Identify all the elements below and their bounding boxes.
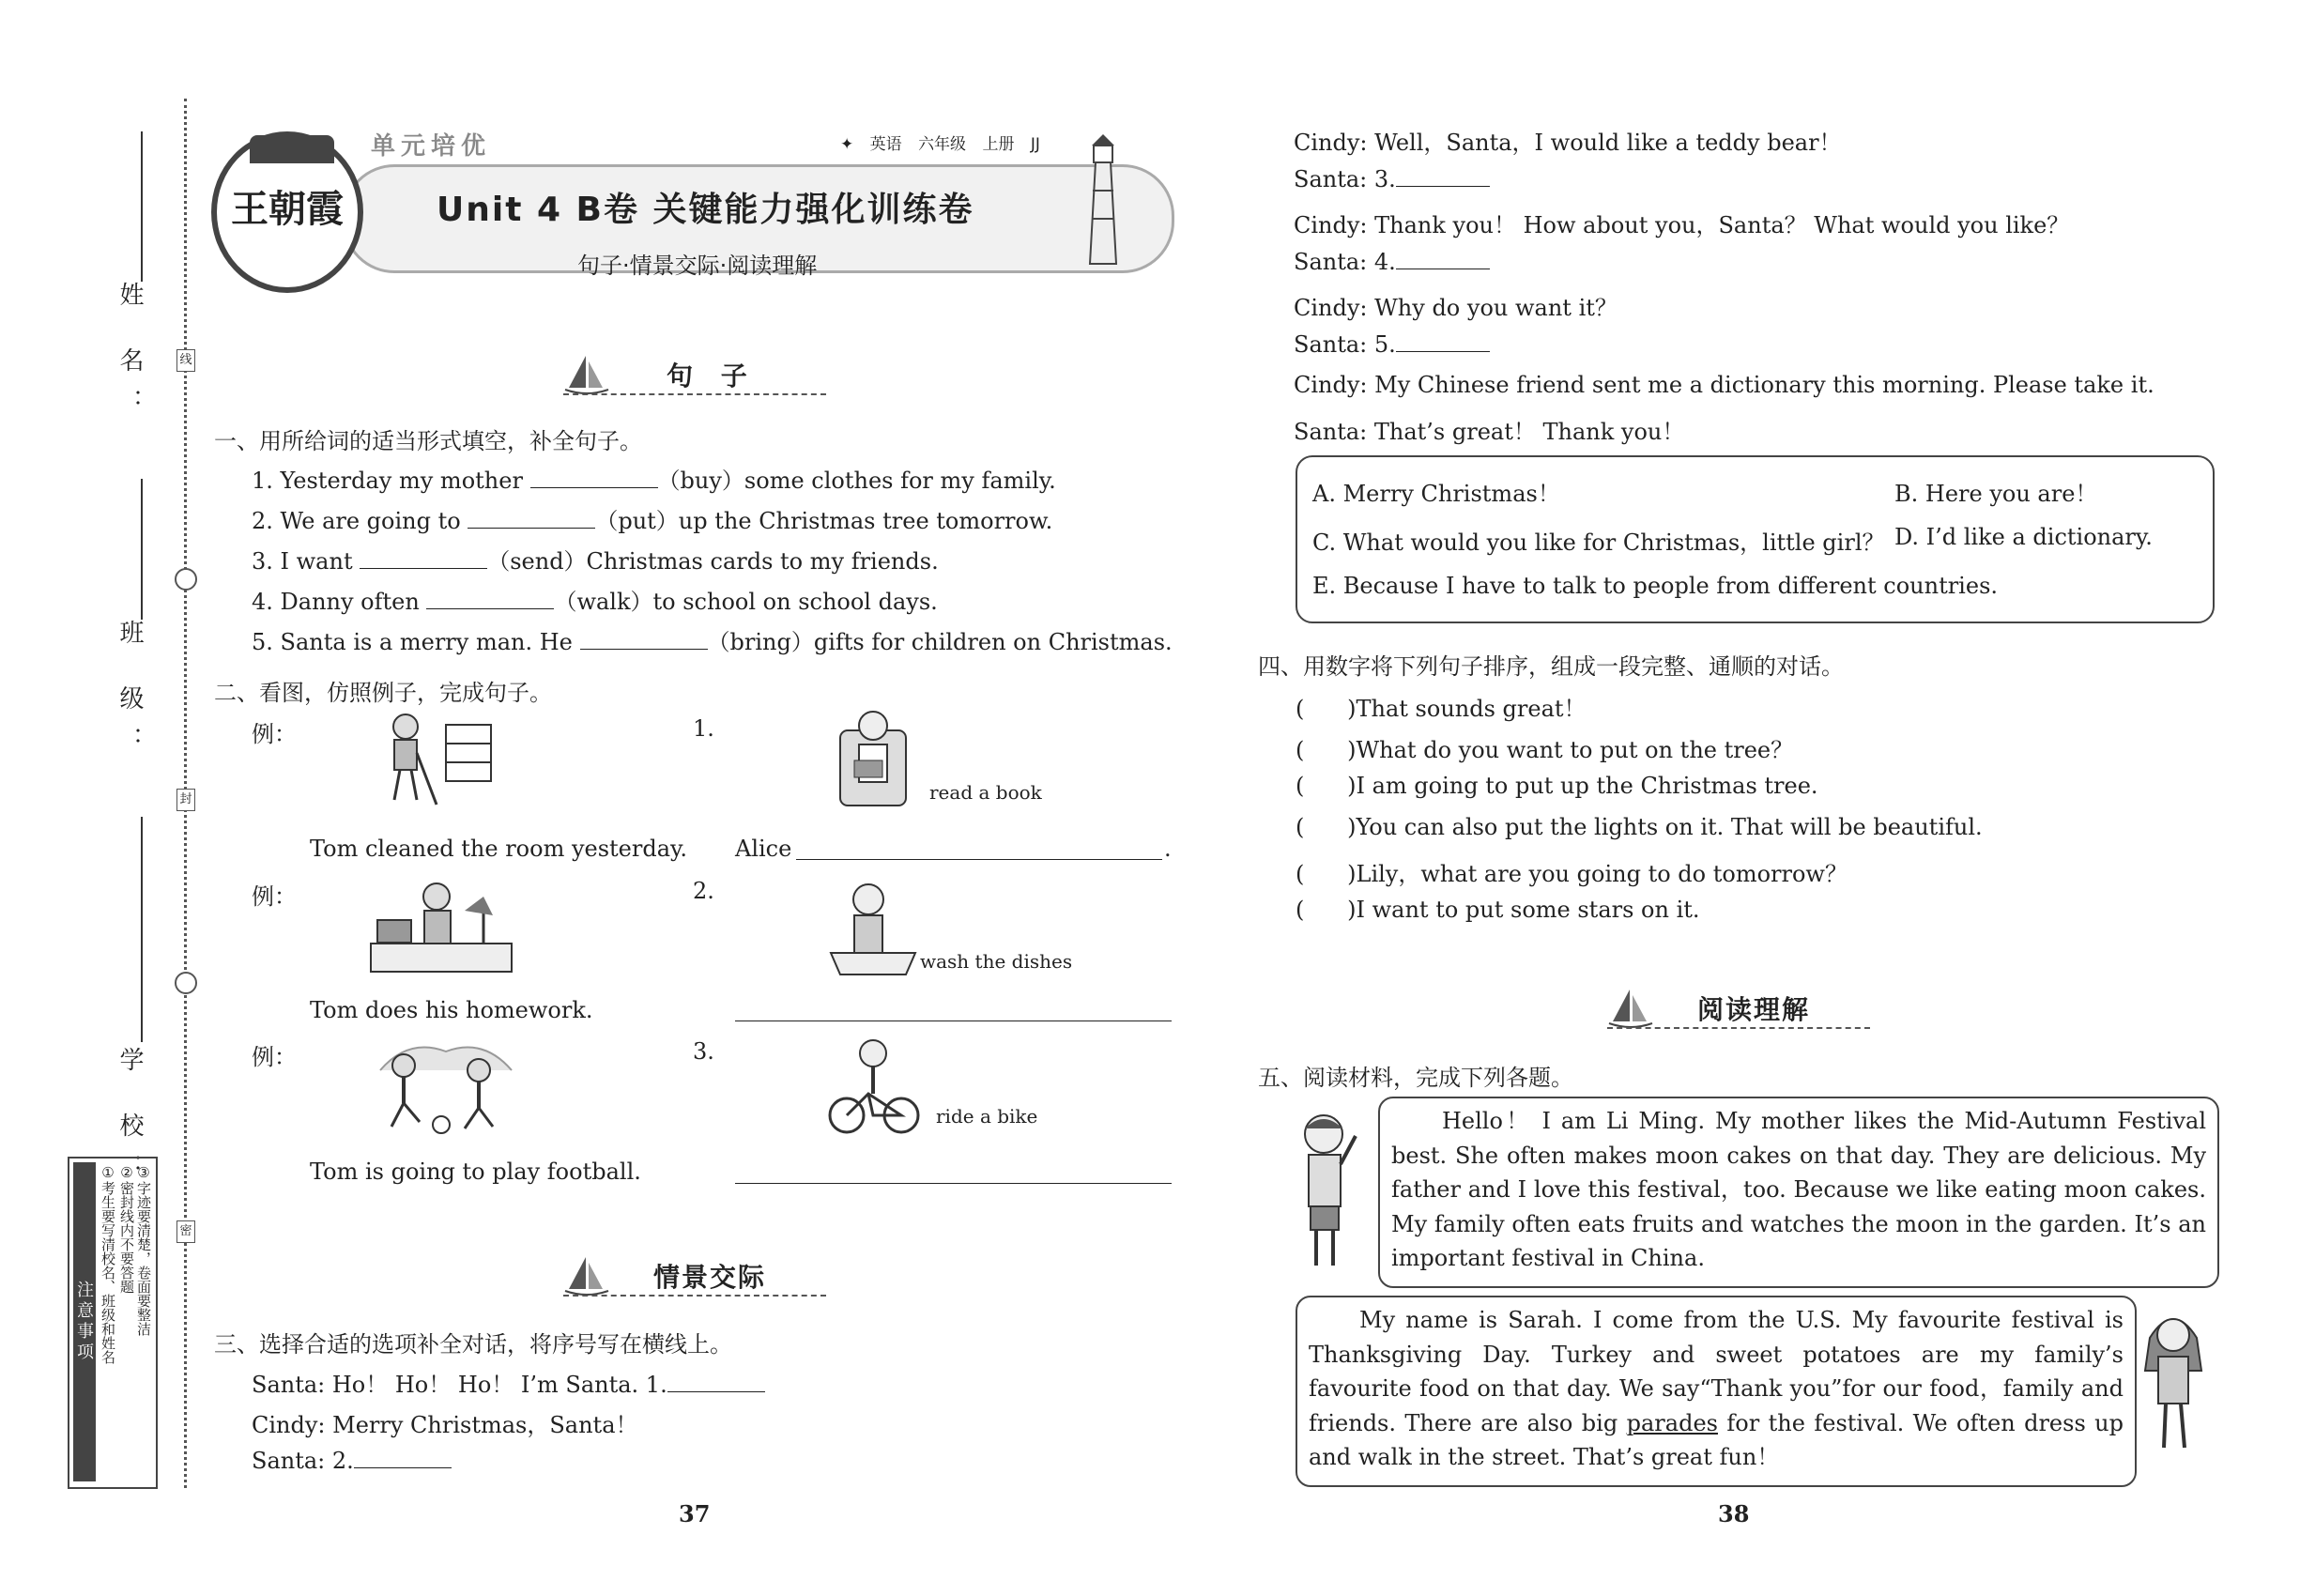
binding-hole — [175, 568, 197, 591]
section-heading-reading — [1607, 986, 1870, 1033]
example-label: 例： — [252, 1044, 297, 1070]
cut-mark: 线 — [176, 349, 195, 372]
answer-blank[interactable] — [426, 588, 554, 609]
order-text: What do you want to put on the tree？ — [1356, 737, 1794, 763]
task-number: 3. — [693, 1038, 714, 1065]
school-line — [141, 817, 143, 1042]
option-item: C. What would you like for Christmas，little girl？ — [1312, 529, 1885, 556]
dialogue-line: Cindy: Merry Christmas，Santa！ — [252, 1412, 638, 1438]
item-text: （buy）some clothes for my family. — [657, 468, 1056, 494]
sailboat-icon — [563, 1253, 610, 1298]
order-item — [1296, 773, 1818, 799]
order-bracket[interactable]: ( ) — [1296, 696, 1357, 722]
answer-blank[interactable] — [530, 467, 658, 488]
item-text: 5. Santa is a merry man. He — [252, 629, 580, 655]
item-text: 2. We are going to — [252, 508, 468, 534]
option-item: D. I’d like a dictionary. — [1894, 524, 2153, 550]
part2-instruction: 二、看图，仿照例子，完成句子。 — [214, 680, 552, 706]
dialogue-line: Cindy: Thank you！ How about you，Santa？ What would you like？ — [1294, 212, 2070, 238]
order-bracket[interactable]: ( ) — [1296, 737, 1357, 763]
meta-star-icon: ✦ — [840, 135, 854, 154]
task-number: 2. — [693, 878, 714, 904]
order-item — [1296, 814, 1983, 840]
page-number-right: 38 — [1718, 1500, 1750, 1527]
answer-blank[interactable] — [667, 1371, 765, 1392]
cut-mark: 封 — [176, 789, 195, 811]
dialogue-line — [252, 1447, 452, 1474]
answer-blank[interactable] — [1396, 330, 1490, 352]
answer-line[interactable] — [735, 1183, 1172, 1184]
passage-text: Hello！ I am Li Ming. My mother likes the Mid-Autumn Festival best. She often makes moon cakes on that day. They are delicious. My father and I love this festival，too. Because we like eating moon cakes. My family often eats fruits and watches the moon in the garden. It’s an important festival in China. — [1391, 1108, 2206, 1271]
lighthouse-icon — [1084, 134, 1122, 266]
dialogue-text: Santa: 5. — [1294, 331, 1396, 358]
page-number-left: 37 — [679, 1500, 711, 1527]
item-text: （bring）gifts for children on Christmas. — [707, 629, 1173, 655]
notice-title: 注意事项 — [73, 1162, 96, 1481]
order-bracket[interactable]: ( ) — [1296, 861, 1357, 887]
page-header — [202, 117, 1178, 286]
order-item — [1296, 897, 1700, 923]
passage-li-ming — [1378, 1097, 2219, 1288]
part1-item — [252, 462, 1056, 495]
item-text: （put）up the Christmas tree tomorrow. — [595, 508, 1053, 534]
option-item: E. Because I have to talk to people from different countries. — [1312, 573, 1999, 599]
order-item — [1296, 855, 1848, 888]
name-label: 姓 名： — [115, 282, 144, 431]
notice-item: ③字迹要清楚，卷面要整洁 — [135, 1164, 152, 1336]
order-text: That sounds great！ — [1356, 696, 1587, 722]
answer-blank[interactable] — [1396, 248, 1490, 269]
dialogue-line — [1294, 330, 1490, 358]
page-subtitle: 句子·情景交际·阅读理解 — [577, 253, 818, 279]
dialogue-line — [1294, 165, 1490, 192]
boy-cleaning-image — [376, 706, 498, 814]
answer-blank[interactable] — [468, 507, 595, 529]
task-caption: read a book — [929, 781, 1042, 804]
answer-blank[interactable] — [1396, 165, 1490, 187]
notice-box — [68, 1157, 158, 1489]
section-title: 阅读理解 — [1697, 994, 1811, 1025]
example-label: 例： — [252, 883, 297, 910]
series-label: 单元培优 — [371, 132, 492, 161]
underlined-word: parades — [1626, 1409, 1718, 1436]
passage-text: My name is Sarah. I come from the U.S. My favourite festival is Thanksgiving Day. Turkey and sweet potatoes are my family’s favourite food on that day. We say“Thank you”for our food，family and friends. There are also big — [1309, 1307, 2124, 1436]
part1-item — [252, 583, 938, 616]
cut-mark: 密 — [176, 1220, 195, 1243]
notice-item: ①考生要写清校名、班级和姓名 — [100, 1164, 116, 1364]
part1-item — [252, 543, 939, 575]
heading-underline — [1607, 1027, 1870, 1029]
answer-line[interactable] — [796, 859, 1162, 860]
part1-item — [252, 502, 1052, 535]
task-number: 1. — [693, 715, 714, 742]
example-sentence: Tom cleaned the room yesterday. — [310, 836, 688, 862]
part1-instruction: 一、用所给词的适当形式填空，补全句子。 — [214, 428, 642, 454]
school-label: 学 校： — [115, 1047, 144, 1196]
example-sentence: Tom is going to play football. — [310, 1159, 641, 1185]
order-text: I want to put some stars on it. — [1356, 897, 1700, 923]
class-label: 班 级： — [115, 620, 144, 769]
section-heading-dialogue — [563, 1253, 826, 1300]
answer-blank[interactable] — [360, 547, 487, 569]
order-item — [1296, 690, 1587, 723]
section-title: 句 子 — [667, 361, 757, 391]
dialogue-line: Cindy: My Chinese friend sent me a dictionary this morning. Please take it. — [1294, 372, 2154, 398]
page-title: Unit 4 B卷 关键能力强化训练卷 — [437, 191, 974, 229]
dialogue-text: Santa: 4. — [1294, 249, 1396, 275]
meta-grade: 六年级 — [918, 135, 967, 154]
passage-text: for the festival. We often dress up and walk in the street. That’s great fun！ — [1309, 1409, 2124, 1470]
boys-football-image — [371, 1033, 521, 1136]
part1-item — [252, 623, 1173, 656]
girl-dishes-image — [826, 873, 920, 981]
dialogue-line — [1294, 248, 1490, 275]
girl-sarah-image — [2136, 1305, 2211, 1455]
sailboat-icon — [563, 352, 610, 397]
logo-text: 王朝霞 — [231, 187, 344, 231]
meta-subject: 英语 — [869, 135, 902, 154]
part4-instruction: 四、用数字将下列句子排序，组成一段完整、通顺的对话。 — [1258, 653, 1844, 680]
order-item — [1296, 731, 1793, 764]
crown-icon — [250, 135, 334, 163]
item-text: （send）Christmas cards to my friends. — [487, 548, 939, 575]
dialogue-line — [252, 1366, 765, 1399]
task-caption: ride a bike — [936, 1105, 1038, 1128]
notice-item: ②密封线内不要答题 — [118, 1164, 135, 1294]
binding-hole — [175, 972, 197, 994]
meta-volume: 上册 — [982, 135, 1015, 154]
option-item: B. Here you are！ — [1894, 481, 2098, 507]
order-bracket[interactable]: ( ) — [1296, 897, 1357, 923]
example-sentence: Tom does his homework. — [310, 997, 593, 1023]
heading-underline — [563, 1295, 826, 1297]
section-title: 情景交际 — [653, 1262, 767, 1293]
order-text: You can also put the lights on it. That will be beautiful. — [1356, 814, 1983, 840]
item-text: 1. Yesterday my mother — [252, 468, 530, 494]
boy-homework-image — [366, 873, 516, 978]
item-text: 3. I want — [252, 548, 360, 575]
class-line — [141, 479, 143, 620]
meta-edition: JJ — [1030, 135, 1040, 154]
order-text: Lily，what are you going to do tomorrow？ — [1356, 861, 1848, 887]
dialogue-line: Santa: That’s great！ Thank you！ — [1294, 419, 1685, 445]
section-heading-sentences — [563, 352, 826, 399]
boy-li-ming-image — [1288, 1108, 1363, 1272]
part5-instruction: 五、阅读材料，完成下列各题。 — [1258, 1065, 1573, 1091]
dialogue-line: Cindy: Well，Santa，I would like a teddy bear！ — [1294, 130, 1842, 156]
dialogue-text: Santa: 2. — [252, 1448, 354, 1474]
example-label: 例： — [252, 721, 297, 747]
task-period: . — [1164, 836, 1172, 862]
order-bracket[interactable]: ( ) — [1296, 814, 1357, 840]
item-text: （walk）to school on school days. — [554, 589, 938, 615]
brand-logo — [211, 131, 363, 293]
name-line — [141, 131, 143, 282]
order-text: I am going to put up the Christmas tree. — [1356, 773, 1818, 799]
passage-sarah — [1296, 1296, 2137, 1487]
task-caption: wash the dishes — [920, 950, 1073, 973]
item-text: 4. Danny often — [252, 589, 427, 615]
answer-blank[interactable] — [354, 1447, 452, 1468]
sailboat-icon — [1607, 986, 1654, 1031]
part3-instruction: 三、选择合适的选项补全对话，将序号写在横线上。 — [214, 1331, 732, 1358]
heading-underline — [563, 393, 826, 395]
dialogue-text: Santa: Ho！ Ho！ Ho！ I’m Santa. 1. — [252, 1372, 667, 1398]
book-meta — [840, 130, 1051, 154]
girl-reading-image — [826, 702, 920, 813]
option-item: A. Merry Christmas！ — [1312, 481, 1560, 507]
answer-blank[interactable] — [580, 628, 708, 650]
dialogue-text: Santa: 3. — [1294, 166, 1396, 192]
task-lead: Alice — [735, 836, 792, 862]
girl-bike-image — [826, 1033, 920, 1138]
order-bracket[interactable]: ( ) — [1296, 773, 1357, 799]
dialogue-line: Cindy: Why do you want it？ — [1294, 295, 1618, 321]
